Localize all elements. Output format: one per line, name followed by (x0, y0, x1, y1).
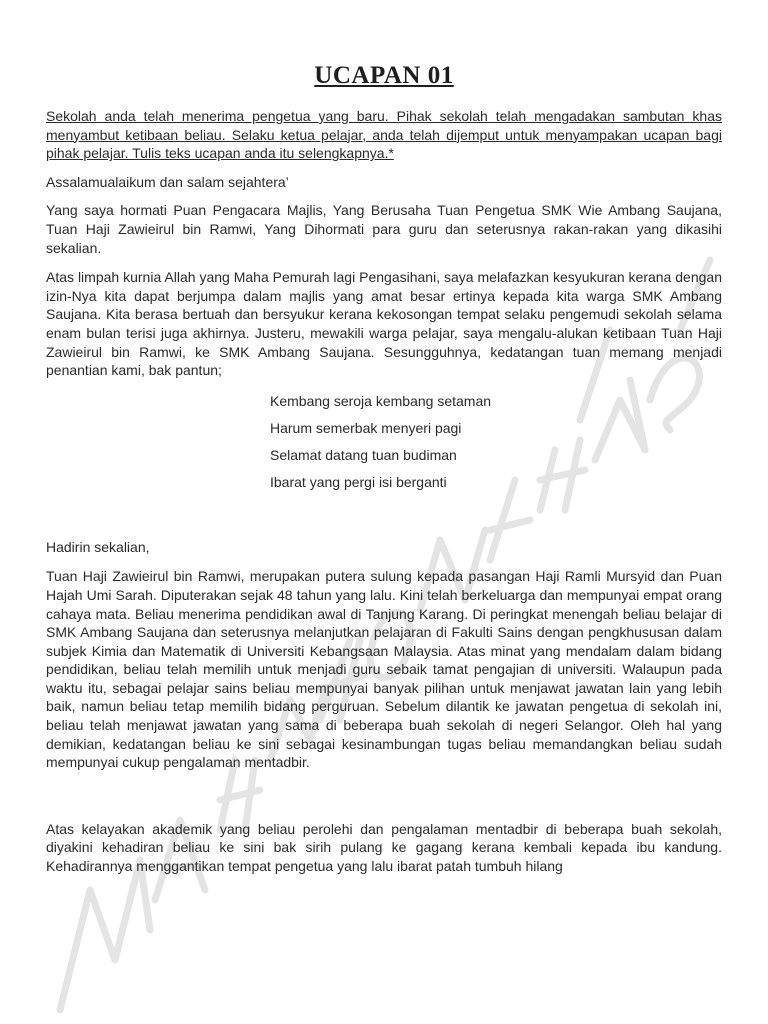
hadirin-line: Hadirin sekalian, (46, 538, 150, 555)
greeting-line: Assalamualaikum dan salam sejahtera’ (46, 173, 289, 190)
pantun-verse (270, 388, 722, 496)
pantun-line: Kembang seroja kembang setaman (270, 392, 492, 409)
paragraph-biography: Tuan Haji Zawieirul bin Ramwi, merupakan putera sulung kepada pasangan Haji Ramli Mursyid dan Puan Hajah Umi Sarah. Diputerakan sejak 48 tahun yang lalu. Kini telah berkeluarga dan mempunyai empat orang cahaya mata. Beliau menerima pendidikan awal di Tanjung Karang. Di peringkat menengah beliau belajar di SMK Ambang Saujana dan seterusnya melanjutkan pelajaran di Fakulti Sains dengan pengkhususan dalam subjek Kimia dan Matematik di Universiti Kebangsaan Malaysia. Atas minat yang mendalam dalam bidang pendidikan, beliau telah memilih untuk menjadi guru sebaik tamat pengajian di universiti. Walaupun pada waktu itu, sebagai pelajar sains beliau mempunyai banyak pilihan untuk menjawat jawatan lain yang lebih baik, namun beliau tetap memilih bidang perguruan. Sebelum dilantik ke jawatan pengetua di sekolah ini, beliau telah menjawat jawatan yang sama di beberapa buah sekolah di negeri Selangor. Oleh hal yang demikian, kedatangan beliau ke sini sebagai kesinambungan tugas beliau memandangkan beliau sudah mempunyai cukup pengalaman mentadbir. (46, 568, 722, 771)
page-title: UCAPAN 01 (314, 62, 454, 89)
paragraph-qualifications: Atas kelayakan akademik yang beliau perolehi dan pengalaman mentadbir di beberapa buah sekolah, diyakini kehadiran beliau ke sini bak sirih pulang ke gagang kerana kembali kepada ibu kandung. Kehadirannya menggantikan tempat pengetua yang lalu ibarat patah tumbuh hilang (46, 820, 722, 875)
pantun-line: Selamat datang tuan budiman (270, 446, 457, 463)
pantun-line: Ibarat yang pergi isi berganti (270, 473, 447, 490)
pantun-line: Harum semerbak menyeri pagi (270, 419, 462, 436)
document-page (46, 62, 722, 887)
paragraph-salutation: Yang saya hormati Puan Pengacara Majlis, Yang Berusaha Tuan Pengetua SMK Wie Ambang Saujana, Tuan Haji Zawieirul bin Ramwi, Yang Dihormati para guru dan seterusnya rakan-rakan yang dikasihi sekalian. (46, 202, 722, 256)
question-prompt: Sekolah anda telah menerima pengetua yang baru. Pihak sekolah telah mengadakan sambutan khas menyambut ketibaan beliau. Selaku ketua pelajar, anda telah dijemput untuk menyampakan ucapan bagi pihak pelajar. Tulis teks ucapan anda itu selengkapnya.* (46, 108, 722, 162)
paragraph-welcome: Atas limpah kurnia Allah yang Maha Pemurah lagi Pengasihani, saya melafazkan kesyukuran kerana dengan izin-Nya kita dapat berjumpa dalam majlis yang amat besar ertinya kepada kita warga SMK Ambang Saujana. Kita berasa bertuah dan bersyukur kerana kekosongan tempat selaku pengemudi sekolah selama enam bulan terisi juga akhirnya. Justeru, mewakili warga pelajar, saya mengalu-alukan ketibaan Tuan Haji Zawieirul bin Ramwi, ke SMK Ambang Saujana. Sesungguhnya, kedatangan tuan memang menjadi penantian kami, bak pantun; (46, 269, 722, 379)
